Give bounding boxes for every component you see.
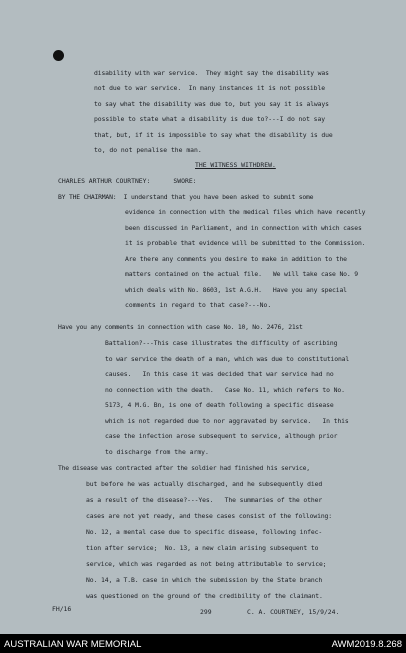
archive-institution: AUSTRALIAN WAR MEMORIAL: [4, 639, 142, 650]
text-line: Are there any comments you desire to make in addition to the: [125, 255, 347, 263]
text-line: no connection with the death. Case No. 11, which refers to No.: [105, 386, 345, 394]
text-line: to, do not penalise the man.: [94, 146, 202, 154]
text-line: which is not regarded due to nor aggravated by service. In this: [105, 417, 349, 425]
footer-reference: FH/16: [52, 605, 72, 613]
text-line: 5173, 4 M.G. Bn, is one of death following a specific disease: [105, 401, 334, 409]
text-line: been discussed in Parliament, and in connection with which cases: [125, 224, 362, 232]
punch-hole: [53, 50, 64, 61]
text-line: No. 14, a T.B. case in which the submission by the State branch: [86, 576, 323, 584]
footer-witness-signoff: C. A. COURTNEY, 15/9/24.: [247, 608, 340, 616]
text-line: which deals with No. 8603, 1st A.G.H. Have you any special: [125, 286, 347, 294]
text-line: as a result of the disease?---Yes. The summaries of the other: [86, 496, 323, 504]
text-line: was questioned on the ground of the credibility of the claimant.: [86, 592, 323, 600]
text-line: matters contained on the actual file. We will take case No. 9: [125, 270, 358, 278]
text-line: but before he was actually discharged, and he subsequently died: [86, 480, 323, 488]
text-line: service, which was regarded as not being attributable to service;: [86, 560, 327, 568]
witness-withdrew-heading: THE WITNESS WITHDREW.: [195, 161, 276, 169]
text-line: case the infection arose subsequent to service, although prior: [105, 432, 338, 440]
text-line: Battalion?---This case illustrates the difficulty of ascribing: [105, 339, 338, 347]
text-line: Have you any comments in connection with case No. 10, No. 2476, 21st: [58, 323, 303, 331]
text-line: possible to state what a disability is due to?---I do not say: [94, 115, 326, 123]
archive-reference: AWM2019.8.268: [331, 639, 402, 650]
text-line: tion after service; No. 13, a new claim arising subsequent to: [86, 544, 319, 552]
text-line: comments in regard to that case?---No.: [125, 301, 272, 309]
text-line: to war service the death of a man, which was due to constitutional: [105, 355, 350, 363]
text-line: The disease was contracted after the soldier had finished his service,: [58, 464, 310, 472]
text-line: to say what the disability was due to, but you say it is always: [94, 100, 329, 108]
text-line: to discharge from the army.: [105, 448, 209, 456]
text-line: BY THE CHAIRMAN: I understand that you have been asked to submit some: [58, 193, 314, 201]
text-line: that, but, if it is impossible to say what the disability is due: [94, 131, 333, 139]
text-line: evidence in connection with the medical files which have recently: [125, 208, 366, 216]
text-line: No. 12, a mental case due to specific disease, following infec-: [86, 528, 323, 536]
text-line: cases are not yet ready, and these cases consist of the following:: [86, 512, 333, 520]
archive-bar: [0, 634, 406, 653]
text-line: causes. In this case it was decided that war service had no: [105, 370, 334, 378]
text-line: disability with war service. They might say the disability was: [94, 69, 329, 77]
text-line: not due to war service. In many instances it is not possible: [94, 84, 326, 92]
witness-name-heading: CHARLES ARTHUR COURTNEY: SWORE:: [58, 177, 197, 185]
text-line: it is probable that evidence will be submitted to the Commission.: [125, 239, 366, 247]
page-number: 299: [200, 608, 212, 616]
